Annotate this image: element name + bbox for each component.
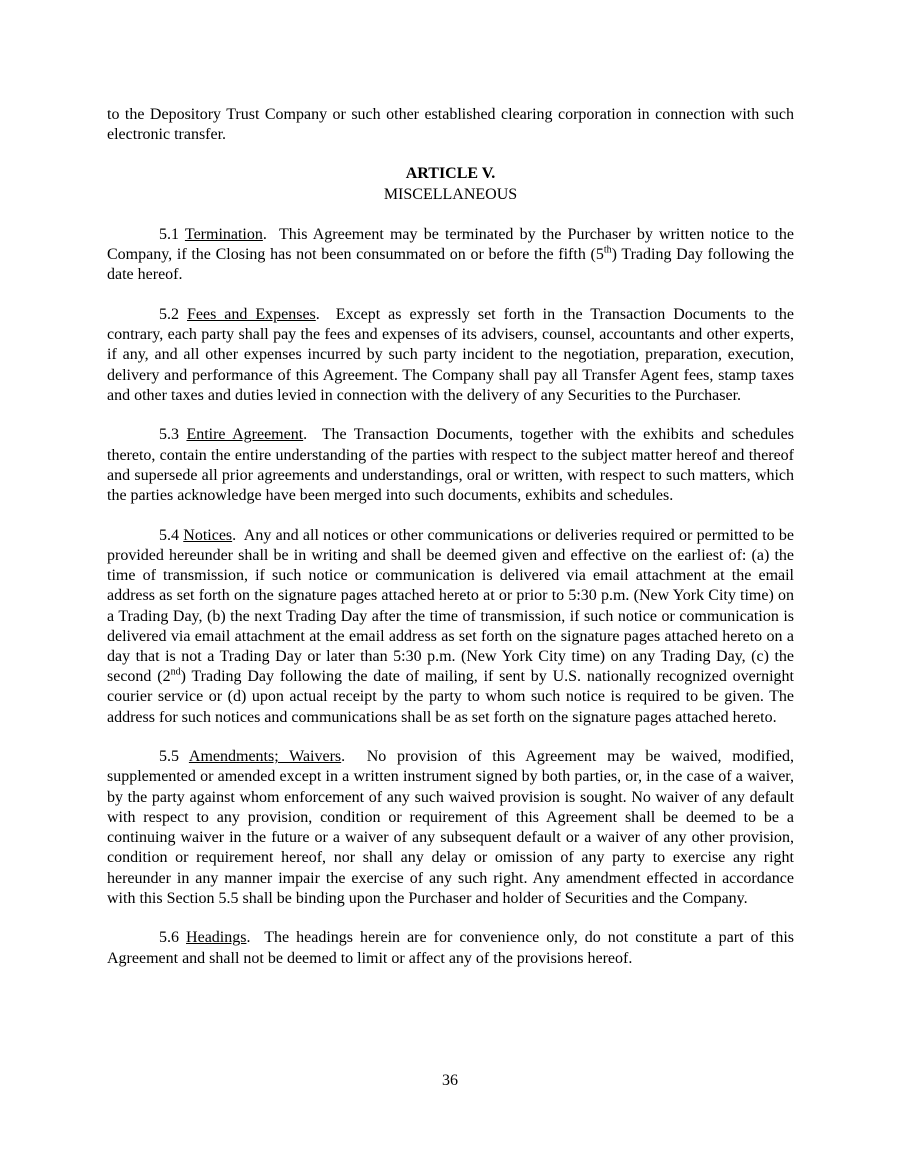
- article-heading: [107, 164, 794, 204]
- section-number: 5.2: [159, 305, 179, 323]
- section-text: Except as expressly set forth in the Transaction Documents to the contrary, each party shall pay the fees and expenses of its advisers, counsel, accountants and other experts, if any, and all other expenses incurred by such party incident to the negotiation, preparation, execution, delivery and performance of this Agreement. The Company shall pay all Transfer Agent fees, stamp taxes and other taxes and duties levied in connection with the delivery of any Securities to the Purchaser.: [107, 305, 795, 404]
- section-5-6: 5.6 Headings. The headings herein are for convenience only, do not constitute a part of this Agreement and shall not be deemed to limit or affect any of the provisions hereof.: [107, 929, 794, 967]
- article-number: ARTICLE V.: [405, 165, 496, 183]
- superscript: th: [603, 244, 612, 256]
- section-text: The headings herein are for convenience only, do not constitute a part of this Agreement and shall not be deemed to limit or affect any of the provisions hereof.: [107, 929, 794, 967]
- section-text: The Transaction Documents, together with the exhibits and schedules thereto, contain the entire understanding of the parties with respect to the subject matter hereof and thereof and supersede all prior agreements and understandings, oral or written, with respect to such matters, which the parties acknowledge have been merged into such documents, exhibits and schedules.: [107, 426, 795, 505]
- section-title: Entire Agreement: [186, 426, 304, 444]
- section-title: Termination: [184, 225, 263, 243]
- section-5-3: 5.3 Entire Agreement. The Transaction Documents, together with the exhibits and schedules thereto, contain the entire understanding of the parties with respect to the subject matter hereof and thereof and supersede all prior agreements and understandings, oral or written, with respect to such matters, which the parties acknowledge have been merged into such documents, exhibits and schedules.: [107, 426, 795, 505]
- section-number: 5.4: [159, 526, 179, 544]
- section-title: Headings: [186, 929, 247, 947]
- section-number: 5.3: [159, 426, 179, 444]
- section-text: Any and all notices or other communications or deliveries required or permitted to be provided hereunder shall be in writing and shall be deemed given and effective on the earliest of: (a) the time of transmission, if such notice or communication is delivered via email attachment at the email address as set forth on the signature pages attached hereto at or prior to 5:30 p.m. (New York City time) on a Trading Day, (b) the next Trading Day after the time of transmission, if such notice or communication is delivered via email attachment at the email address as set forth on the signature pages attached hereto on a day that is not a Trading Day or later than 5:30 p.m. (New York City time) on any Trading Day, (c) the second (2: [107, 526, 794, 686]
- section-title: Fees and Expenses: [186, 305, 316, 323]
- section-5-5: 5.5 Amendments; Waivers. No provision of this Agreement may be waived, modified, supplemented or amended except in a written instrument signed by both parties, or, in the case of a waiver, by the party against whom enforcement of any such waived provision is sought. No waiver of any default with respect to any provision, condition or requirement of this Agreement shall be deemed to be a continuing waiver in the future or a waiver of any subsequent default or a waiver of any other provision, condition or requirement hereof, nor shall any delay or omission of any party to exercise any right hereunder in any manner impair the exercise of any such right. Any amendment effected in accordance with this Section 5.5 shall be binding upon the Purchaser and holder of Securities and the Company.: [107, 748, 795, 907]
- page-number: 36: [442, 1072, 458, 1089]
- section-title: Notices: [183, 526, 233, 544]
- superscript: nd: [170, 666, 181, 678]
- section-text-continued: ) Trading Day following the date hereof.: [107, 246, 794, 284]
- section-text-continued: ) Trading Day following the date of mailing, if sent by U.S. nationally recognized overnight courier service or (d) upon actual receipt by the party to whom such notice is required to be given. The address for such notices and communications shall be as set forth on the signature pages attached hereto.: [107, 668, 795, 726]
- section-number: 5.1: [159, 225, 179, 243]
- section-number: 5.6: [159, 929, 179, 947]
- section-text: This Agreement may be terminated by the Purchaser by written notice to the Company, if the Closing has not been consummated on or before the fifth (5: [107, 225, 794, 264]
- section-title: Amendments; Waivers: [188, 748, 342, 766]
- carryover-paragraph: to the Depository Trust Company or such other established clearing corporation in connection with such electronic transfer.: [107, 106, 794, 144]
- section-5-1: 5.1 Termination. This Agreement may be terminated by the Purchaser by written notice to the Company, if the Closing has not been consummated on or before the fifth (5th) Trading Day following the date hereof.: [107, 225, 794, 284]
- section-5-2: 5.2 Fees and Expenses. Except as expressly set forth in the Transaction Documents to the contrary, each party shall pay the fees and expenses of its advisers, counsel, accountants and other experts, if any, and all other expenses incurred by such party incident to the negotiation, preparation, execution, delivery and performance of this Agreement. The Company shall pay all Transfer Agent fees, stamp taxes and other taxes and duties levied in connection with the delivery of any Securities to the Purchaser.: [107, 305, 795, 404]
- article-title: MISCELLANEOUS: [383, 185, 518, 203]
- section-number: 5.5: [159, 748, 179, 766]
- section-text: No provision of this Agreement may be waived, modified, supplemented or amended except in a written instrument signed by both parties, or, in the case of a waiver, by the party against whom enforcement of any such waived provision is sought. No waiver of any default with respect to any provision, condition or requirement of this Agreement shall be deemed to be a continuing waiver in the future or a waiver of any subsequent default or a waiver of any other provision, condition or requirement hereof, nor shall any delay or omission of any party to exercise any right hereunder in any manner impair the exercise of any such right. Any amendment effected in accordance with this Section 5.5 shall be binding upon the Purchaser and holder of Securities and the Company.: [107, 748, 795, 907]
- page-content: [107, 105, 794, 988]
- section-5-4: 5.4 Notices. Any and all notices or other communications or deliveries required or permitted to be provided hereunder shall be in writing and shall be deemed given and effective on the earliest of: (a) the time of transmission, if such notice or communication is delivered via email attachment at the email address as set forth on the signature pages attached hereto at or prior to 5:30 p.m. (New York City time) on a Trading Day, (b) the next Trading Day after the time of transmission, if such notice or communication is delivered via email attachment at the email address as set forth on the signature pages attached hereto on a day that is not a Trading Day or later than 5:30 p.m. (New York City time) on any Trading Day, (c) the second (2nd) Trading Day following the date of mailing, if sent by U.S. nationally recognized overnight courier service or (d) upon actual receipt by the party to whom such notice is required to be given. The address for such notices and communications shall be as set forth on the signature pages attached hereto.: [107, 526, 795, 726]
